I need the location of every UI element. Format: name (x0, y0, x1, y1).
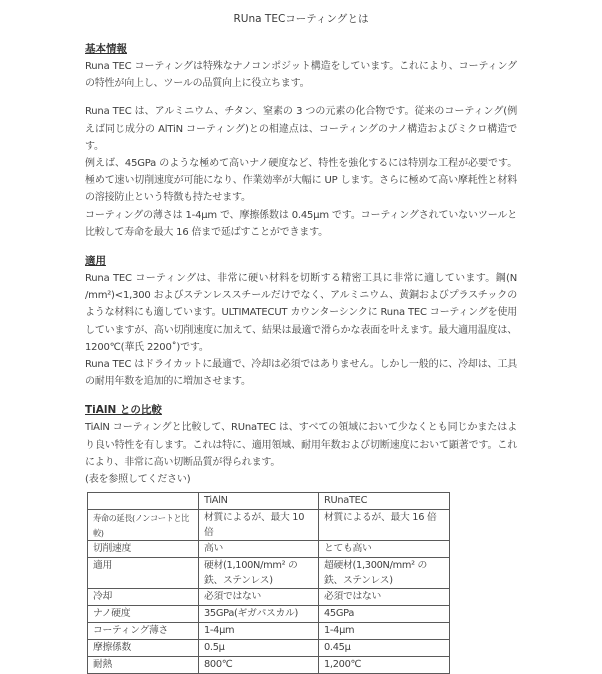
section-tialn-comparison (85, 402, 517, 488)
table-cell: 1,200℃ (319, 657, 450, 674)
table-header-cell: TiAlN (199, 493, 319, 510)
paragraph: Runa TEC コーティングは、非常に硬い材料を切断する精密工具に非常に適しています。鋼(N /mm²)<1,300 およびステンレススチールだけでなく、アルミニウム、黄銅およびプラスチックのような材料にも適しています。ULTIMATECUT カウンターシンクに Runa TEC コーティングを使用していますが、高い切削速度に加えて、結果は最適で滑らかな表面を叶えます。最大適用温度は、1200℃(華氏 2200˚)です。 (85, 273, 517, 353)
table-row (88, 589, 450, 606)
table-cell: 切削速度 (88, 541, 199, 558)
paragraph: 例えば、45GPa のような極めて高いナノ硬度など、特性を強化するには特別な工程が必要です。極めて速い切削速度が可能になり、作業効率が大幅に UP します。さらに極めて高い摩耗性と材料の溶接防止という特徴も持たせます。 (85, 158, 517, 204)
table-cell: 800℃ (199, 657, 319, 674)
table-cell: 高い (199, 541, 319, 558)
table-cell: コーティング薄さ (88, 623, 199, 640)
table-cell: 超硬材(1,300N/mm² の鉄、ステンレス) (319, 558, 450, 589)
table-cell: 適用 (88, 558, 199, 589)
comparison-table (87, 492, 450, 674)
table-row (88, 657, 450, 674)
paragraph: Runa TEC は、アルミニウム、チタン、窒素の 3 つの元素の化合物です。従来のコーティング(例えば同じ成分の AlTiN コーティング)との相違点は、コーティングのナノ構造およびミクロ構造です。 (85, 106, 517, 152)
table-cell: 硬材(1,100N/mm² の鉄、ステンレス) (199, 558, 319, 589)
table-row (88, 541, 450, 558)
table-reference-note: (表を参照してください) (85, 474, 191, 486)
paragraph: TiAlN コーティングと比較して、RUnaTEC は、すべての領域において少なくとも同じかまたはより良い特性を有します。これは特に、適用領域、耐用年数および切断速度において顕著です。これにより、非常に高い切断品質が得られます。 (85, 422, 517, 468)
table-row (88, 640, 450, 657)
paragraph: Runa TEC はドライカットに最適で、冷却は必須ではありません。しかし一般的に、冷却は、工具の耐用年数を追加的に増加させます。 (85, 359, 517, 388)
table-cell: 1-4μm (199, 623, 319, 640)
table-cell: 45GPa (319, 606, 450, 623)
paragraph: Runa TEC コーティングは特殊なナノコンポジット構造をしています。これにより、コーティングの特性が向上し、ツールの品質向上に役立ちます。 (85, 61, 517, 90)
paragraph: コーティングの薄さは 1-4μm で、摩擦係数は 0.45μm です。コーティングされていないツールと比較して寿命を最大 16 倍まで延ばすことができます。 (85, 209, 517, 238)
table-header-row (88, 493, 450, 510)
table-cell: 35GPa(ギガパスカル) (199, 606, 319, 623)
section-heading-basic-info: 基本情報 (85, 43, 127, 55)
table-cell: 0.5μ (199, 640, 319, 657)
table-cell: 必須ではない (319, 589, 450, 606)
table-cell: 耐熱 (88, 657, 199, 674)
section-heading-tialn-comparison: TiAlN との比較 (85, 404, 162, 417)
section-basic-info (85, 41, 517, 241)
table-cell: 必須ではない (199, 589, 319, 606)
table-cell: 材質によるが、最大 10 倍 (199, 510, 319, 541)
table-cell: ナノ硬度 (88, 606, 199, 623)
page-title: RUna TECコーティングとは (233, 13, 369, 25)
table-header-cell (88, 493, 199, 510)
table-cell: 材質によるが、最大 16 倍 (319, 510, 450, 541)
table-cell: とても高い (319, 541, 450, 558)
section-application (85, 253, 517, 390)
table-row (88, 558, 450, 589)
table-cell: 冷却 (88, 589, 199, 606)
table-cell: 寿命の延長(ノンコートと比較) (88, 510, 199, 541)
table-header-cell: RUnaTEC (319, 493, 450, 510)
section-heading-application: 適用 (85, 255, 106, 268)
table-row (88, 606, 450, 623)
table-cell: 1-4μm (319, 623, 450, 640)
table-cell: 摩擦係数 (88, 640, 199, 657)
table-cell: 0.45μ (319, 640, 450, 657)
table-row (88, 623, 450, 640)
table-row (88, 510, 450, 541)
